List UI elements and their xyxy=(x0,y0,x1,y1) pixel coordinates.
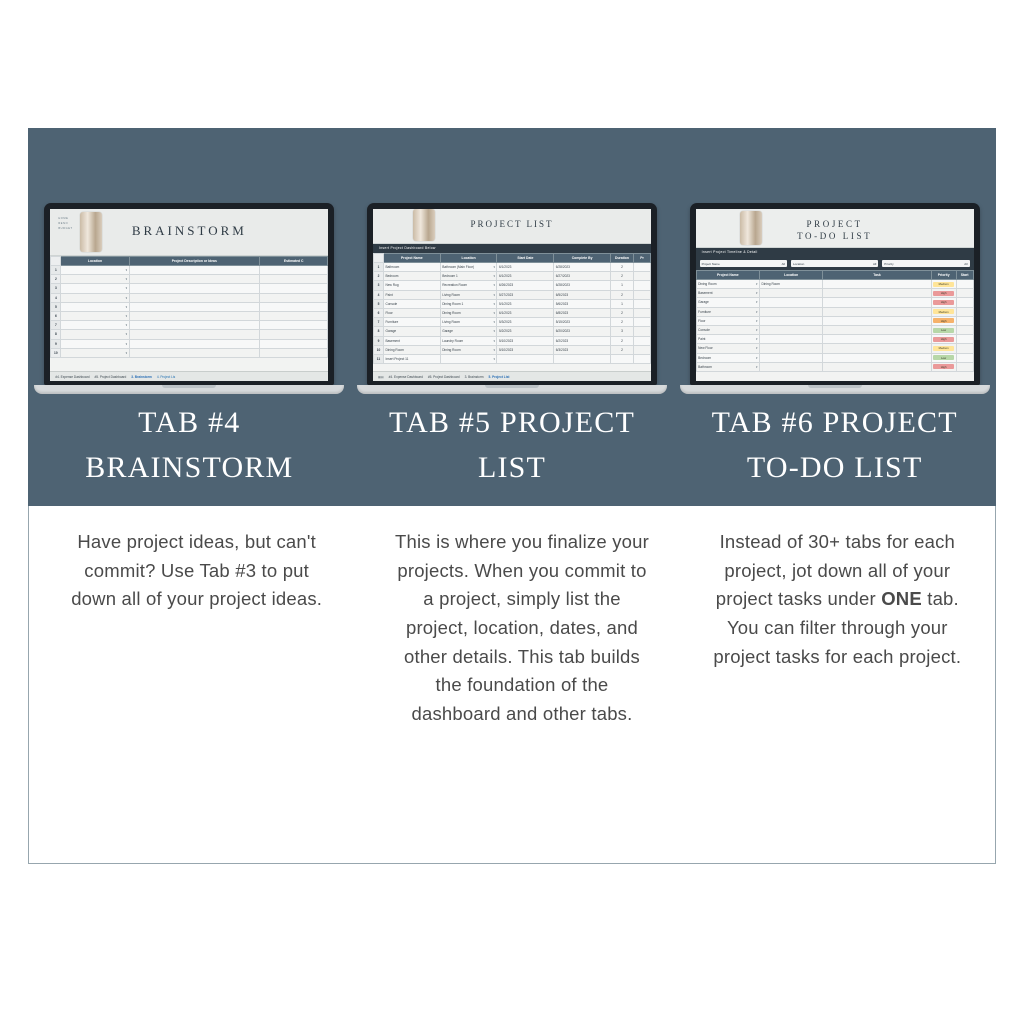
column-header: Location xyxy=(61,257,129,266)
table-row: 1 ▾ xyxy=(51,266,328,275)
priority-badge: High xyxy=(933,364,954,369)
filter-label: Priority xyxy=(884,261,894,266)
project-list-grid xyxy=(373,253,651,364)
row-number-header xyxy=(51,257,61,266)
laptop-project-list xyxy=(367,203,657,394)
sheet-header xyxy=(50,209,328,256)
table-row: Bathroom ▾ High xyxy=(696,362,973,371)
table-row: 9 ▾ xyxy=(51,339,328,348)
screen-project-list xyxy=(373,209,651,381)
sheet-tab-active[interactable]: 3. Brainstorm xyxy=(131,374,152,379)
laptop-bezel xyxy=(367,203,657,385)
table-row: 7 Furniture Living Room ▾ 5/3/2023 5/15/2023 2 xyxy=(373,318,650,327)
column-header: Start Date xyxy=(497,254,554,263)
description-brainstorm: Have project ideas, but can't commit? Use Tab #3 to put down all of your project ideas. xyxy=(71,531,323,610)
filter-project-name[interactable] xyxy=(700,260,787,267)
sheet-tab-bar xyxy=(373,371,651,381)
priority-badge: Low xyxy=(933,355,954,360)
laptop-notch xyxy=(485,385,539,388)
description-project-todo xyxy=(680,506,995,863)
sheet-tab[interactable]: 4. Project Lis xyxy=(156,374,176,379)
laptop-bezel xyxy=(44,203,334,385)
table-row: 8 ▾ xyxy=(51,330,328,339)
project-todo-grid xyxy=(696,270,974,372)
sheet-title-line1: PROJECT xyxy=(806,219,863,229)
table-row: 6 Floor Dining Room ▾ 6/1/2023 6/8/2023 2 xyxy=(373,308,650,317)
table-row: 9 Basement Laundry Room ▾ 5/10/2023 6/2/2023 2 xyxy=(373,336,650,345)
sheet-tab[interactable]: #5. Project Dashboard xyxy=(427,374,460,379)
laptop-base xyxy=(680,385,990,394)
sheet-tab[interactable]: #5. Project Dashboard xyxy=(94,374,127,379)
title-line-1: TAB #4 xyxy=(138,406,241,439)
filter-bar xyxy=(696,257,974,270)
filter-priority[interactable] xyxy=(882,260,969,267)
table-row: 5 ▾ xyxy=(51,302,328,311)
sheet-tab-active[interactable]: 5. Project List xyxy=(488,374,510,379)
sheet-tab[interactable]: #4. Expense Dashboard xyxy=(55,374,90,379)
table-row: New Floor ▾ Medium xyxy=(696,344,973,353)
table-row: 3 ▾ xyxy=(51,284,328,293)
description-part-2: tab. You can filter through your project tasks for each project. xyxy=(713,588,962,667)
table-row: 4 ▾ xyxy=(51,293,328,302)
column-header: Start xyxy=(956,271,973,280)
table-row: 3 New Rug Recreation Room ▾ 6/26/2023 6/28/2023 1 xyxy=(373,281,650,290)
title-project-list xyxy=(351,400,674,490)
filter-label: Location xyxy=(792,261,805,266)
table-row: Console ▾ Low xyxy=(696,325,973,334)
brainstorm-grid xyxy=(50,256,328,358)
title-line-2: TO-DO LIST xyxy=(746,451,923,484)
sheet-subbar: Insert Project Timeline & Detail xyxy=(696,248,974,257)
column-header: Project Name xyxy=(696,271,759,280)
laptop-row xyxy=(28,128,996,398)
filter-label: Project Name xyxy=(701,261,720,266)
sheet-brand-text: HOME RENO BUDGET xyxy=(58,217,73,230)
table-row: Bedroom ▾ Low xyxy=(696,353,973,362)
title-project-todo xyxy=(673,400,996,490)
title-line-1: TAB #5 PROJECT xyxy=(388,406,636,439)
table-row: 5 Console Dining Room 1 ▾ 5/1/2023 5/6/2023 1 xyxy=(373,299,650,308)
table-row: 6 ▾ xyxy=(51,311,328,320)
priority-badge: High xyxy=(933,291,954,296)
column-header: Location xyxy=(440,254,497,263)
table-row: 1 Bathroom Bathroom (Main Floor) ▾ 6/1/2023 6/28/2023 2 xyxy=(373,263,650,272)
column-header: Project Name xyxy=(383,254,440,263)
filter-location[interactable] xyxy=(791,260,878,267)
laptop-project-todo xyxy=(690,203,980,394)
sheet-logo-icon xyxy=(80,212,102,252)
description-project-list: This is where you finalize your projects. When you commit to a project, simply list the project, location, dates, and other details. This tab builds the foundation of the dashboard and other tabs. xyxy=(394,531,649,725)
filter-value: All xyxy=(964,261,968,266)
priority-badge: High xyxy=(933,337,954,342)
grid-view-icon: ▦▤ xyxy=(377,374,384,379)
description-emphasis: ONE xyxy=(881,588,922,610)
screen-brainstorm xyxy=(50,209,328,381)
table-row: 11 Insert Project 11 ▾ xyxy=(373,354,650,363)
sheet-tab[interactable]: #4. Expense Dashboard xyxy=(388,374,423,379)
priority-badge: Medium xyxy=(933,282,954,287)
column-header: Complete By xyxy=(554,254,611,263)
priority-badge: Medium xyxy=(933,346,954,351)
table-row: 7 ▾ xyxy=(51,321,328,330)
title-line-2: BRAINSTORM xyxy=(85,451,294,484)
laptop-notch xyxy=(808,385,862,388)
table-row: Floor ▾ High xyxy=(696,316,973,325)
description-part-1: Instead of 30+ tabs for each project, jot down all of your project tasks under xyxy=(715,531,956,610)
laptop-notch xyxy=(162,385,216,388)
table-row: 8 Garage Garage ▾ 5/2/2023 6/20/2023 3 xyxy=(373,327,650,336)
sheet-header xyxy=(373,209,651,244)
column-header: Duration xyxy=(610,254,633,263)
sheet-subbar: Insert Project Dashboard Below xyxy=(373,244,651,253)
sheet-logo-icon xyxy=(740,211,762,245)
table-row: Garage ▾ High xyxy=(696,298,973,307)
column-header: Location xyxy=(760,271,823,280)
sheet-title: PROJECT LIST xyxy=(470,219,554,229)
laptop-brainstorm xyxy=(44,203,334,394)
description-panel xyxy=(28,506,996,864)
priority-badge: Low xyxy=(933,328,954,333)
sheet-tab[interactable]: 3. Brainstorm xyxy=(464,374,484,379)
table-row: 2 Bedroom Bedroom 1 ▾ 6/1/2023 6/27/2023 2 xyxy=(373,272,650,281)
table-row: Basement ▾ High xyxy=(696,289,973,298)
sheet-tab-bar xyxy=(50,371,328,381)
filter-value: All xyxy=(872,261,877,266)
table-row: 4 Paint Living Room ▾ 5/27/2023 6/5/2023 2 xyxy=(373,290,650,299)
title-line-1: TAB #6 PROJECT xyxy=(711,406,958,439)
row-number-header xyxy=(373,254,383,263)
title-row xyxy=(28,400,996,490)
laptop-base xyxy=(34,385,344,394)
column-header: Task xyxy=(823,271,931,280)
priority-badge: High xyxy=(933,300,954,305)
column-header: Estimated C xyxy=(260,257,328,266)
table-row: Dining Room ▾ Dining Room Medium xyxy=(696,280,973,289)
sheet-title-line2: TO-DO LIST xyxy=(797,231,873,242)
filter-value: All xyxy=(781,261,785,266)
title-brainstorm xyxy=(28,400,351,490)
sheet-logo-icon xyxy=(413,209,435,241)
screen-project-todo xyxy=(696,209,974,381)
table-header-row xyxy=(373,254,650,263)
laptop-bezel xyxy=(690,203,980,385)
sheet-header xyxy=(696,209,974,248)
table-row: 10 Dining Room Dining Room ▾ 5/10/2023 6/3/2023 2 xyxy=(373,345,650,354)
column-header: Priority xyxy=(931,271,956,280)
table-row: Furniture ▾ Medium xyxy=(696,307,973,316)
table-row: 10 ▾ xyxy=(51,348,328,357)
priority-badge: Medium xyxy=(933,309,954,314)
priority-badge: High xyxy=(933,318,954,323)
column-header: Pr xyxy=(633,254,650,263)
laptop-base xyxy=(357,385,667,394)
table-row: 2 ▾ xyxy=(51,275,328,284)
table-row: Paint ▾ High xyxy=(696,335,973,344)
column-header: Project Description or Ideas xyxy=(129,257,259,266)
sheet-title: BRAINSTORM xyxy=(131,223,247,238)
table-header-row xyxy=(696,271,973,280)
table-header-row xyxy=(51,257,328,266)
title-line-2: LIST xyxy=(477,451,547,484)
